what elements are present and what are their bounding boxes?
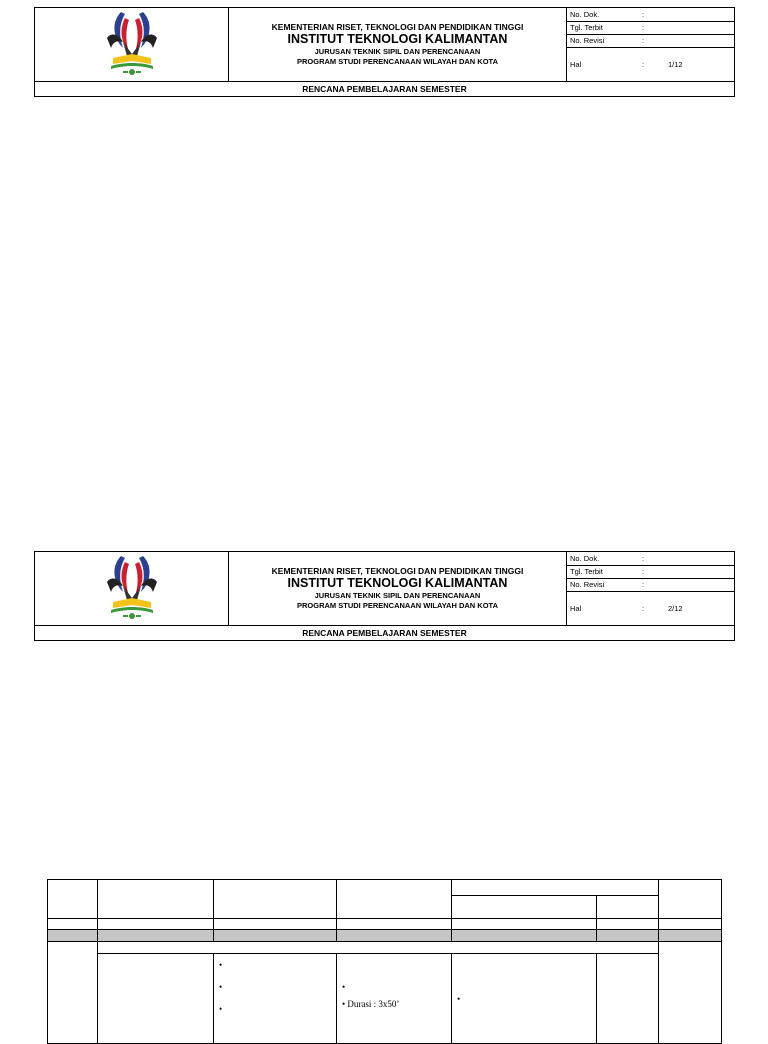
table-cell (452, 954, 597, 1044)
bullet: • (342, 999, 346, 1009)
document-title: RENCANA PEMBELAJARAN SEMESTER (35, 82, 735, 97)
duration-item (342, 998, 451, 1010)
no-revisi-label: No. Revisi (567, 578, 639, 591)
no-revisi-value (665, 578, 734, 591)
no-dok-label: No. Dok. (567, 553, 639, 566)
bullet: • (457, 994, 461, 1004)
page-header-1 (34, 7, 735, 97)
table-cell (98, 919, 214, 930)
page-number: 2/12 (668, 603, 683, 613)
ministry-name: KEMENTERIAN RISET, TEKNOLOGI DAN PENDIDIKAN TINGGI (271, 22, 524, 32)
no-revisi-label: No. Revisi (567, 34, 639, 47)
bullet: • (342, 982, 346, 992)
colon: : (639, 34, 665, 47)
subheader-cell (452, 896, 597, 919)
logo-cell (35, 8, 229, 82)
table-cell (98, 942, 659, 954)
department-name: JURUSAN TEKNIK SIPIL DAN PERENCANAAN (314, 47, 481, 56)
colon: : (639, 9, 665, 22)
header-cell (48, 880, 98, 919)
table-cell (452, 919, 597, 930)
logo-cell (35, 552, 229, 626)
tgl-terbit-label: Tgl. Terbit (567, 565, 639, 578)
colon: : (639, 565, 665, 578)
program-name: PROGRAM STUDI PERENCANAAN WILAYAH DAN KOTA (297, 57, 498, 66)
grey-cell (659, 930, 722, 942)
header-cell (337, 880, 452, 919)
institution-block (229, 8, 567, 82)
program-name: PROGRAM STUDI PERENCANAAN WILAYAH DAN KOTA (297, 601, 498, 610)
colon: : (639, 553, 665, 566)
bullet: • (219, 982, 223, 992)
institute-name: INSTITUT TEKNOLOGI KALIMANTAN (287, 576, 508, 590)
no-dok-label: No. Dok. (567, 9, 639, 22)
grey-cell (597, 930, 659, 942)
table-cell (597, 919, 659, 930)
institute-name: INSTITUT TEKNOLOGI KALIMANTAN (287, 32, 508, 46)
method-cell (337, 954, 452, 1044)
tgl-terbit-label: Tgl. Terbit (567, 21, 639, 34)
colon: : (642, 603, 645, 613)
duration-text: Durasi : 3x50’ (347, 999, 400, 1009)
header-cell (659, 880, 722, 919)
bullet: • (219, 1004, 223, 1014)
table-cell (337, 919, 452, 930)
table-cell (659, 942, 722, 1044)
subheader-cell (597, 896, 659, 919)
document-meta (567, 552, 735, 626)
page-number: 1/12 (668, 59, 683, 69)
table-cell (597, 954, 659, 1044)
table-cell (48, 919, 98, 930)
institution-block (229, 552, 567, 626)
grey-cell (452, 930, 597, 942)
grey-cell (48, 930, 98, 942)
department-name: JURUSAN TEKNIK SIPIL DAN PERENCANAAN (314, 591, 481, 600)
no-dok-value (665, 9, 734, 22)
document-meta (567, 8, 735, 82)
grey-cell (98, 930, 214, 942)
itk-logo-icon (101, 8, 163, 76)
grey-cell (214, 930, 337, 942)
table-cell (214, 919, 337, 930)
no-revisi-value (665, 34, 734, 47)
hal-label: Hal (570, 603, 582, 613)
table-cell (659, 919, 722, 930)
hal-label: Hal (570, 59, 582, 69)
bullet: • (219, 960, 223, 970)
rps-table (47, 879, 722, 1044)
table-cell (98, 954, 214, 1044)
document-title: RENCANA PEMBELAJARAN SEMESTER (35, 626, 735, 641)
no-dok-value (665, 553, 734, 566)
tgl-terbit-value (665, 21, 734, 34)
header-cell (452, 880, 659, 896)
colon: : (642, 59, 645, 69)
colon: : (639, 21, 665, 34)
tgl-terbit-value (665, 565, 734, 578)
header-cell (98, 880, 214, 919)
grey-cell (337, 930, 452, 942)
itk-logo-icon (101, 552, 163, 620)
header-cell (214, 880, 337, 919)
bullet-list-cell (214, 954, 337, 1044)
ministry-name: KEMENTERIAN RISET, TEKNOLOGI DAN PENDIDIKAN TINGGI (271, 566, 524, 576)
page-header-2 (34, 551, 735, 641)
colon: : (639, 578, 665, 591)
table-cell (48, 942, 98, 1044)
